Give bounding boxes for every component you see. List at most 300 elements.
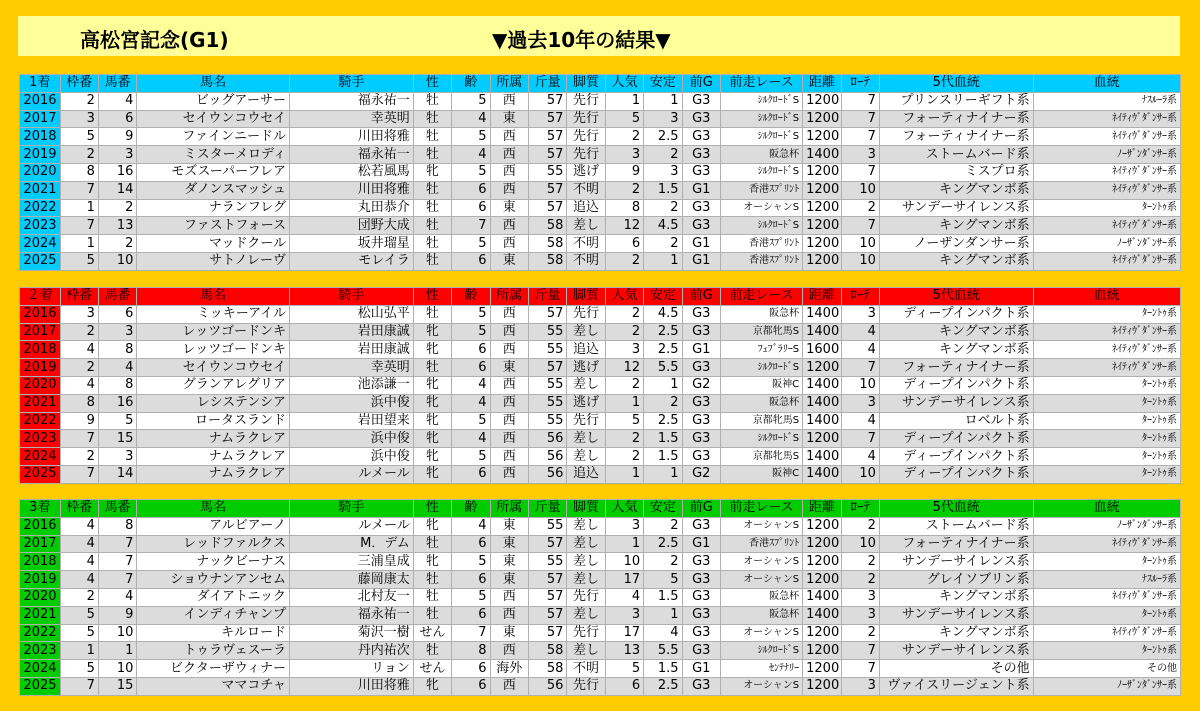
cell-sex: 牡 bbox=[413, 359, 451, 377]
cell-age: 5 bbox=[452, 163, 490, 181]
cell-age: 6 bbox=[452, 199, 490, 217]
cell-weight: 56 bbox=[528, 448, 566, 466]
cell-year: 2016 bbox=[20, 92, 61, 110]
cell-waku: 7 bbox=[60, 677, 98, 695]
cell-age: 5 bbox=[452, 128, 490, 146]
cell-weight: 55 bbox=[528, 553, 566, 571]
cell-popularity: 12 bbox=[605, 217, 643, 235]
cell-rotation: 7 bbox=[841, 92, 879, 110]
cell-prev-grade: G1 bbox=[682, 660, 720, 678]
cell-weight: 55 bbox=[528, 517, 566, 535]
cell-stability: 1 bbox=[644, 92, 682, 110]
header-row bbox=[20, 75, 1181, 93]
cell-jockey: 川田将雅 bbox=[289, 677, 413, 695]
cell-year: 2022 bbox=[20, 624, 61, 642]
cell-age: 5 bbox=[452, 305, 490, 323]
table-row bbox=[20, 252, 1181, 270]
cell-sex: 牝 bbox=[413, 448, 451, 466]
table-row bbox=[20, 163, 1181, 181]
cell-prev-race: ﾌｪﾌﾞﾗﾘｰS bbox=[720, 341, 802, 359]
cell-horse: レシステンシア bbox=[137, 394, 290, 412]
cell-umaban: 10 bbox=[98, 660, 136, 678]
cell-horse: ビクターザウィナー bbox=[137, 660, 290, 678]
cell-horse: レッツゴードンキ bbox=[137, 323, 290, 341]
cell-prev-grade: G3 bbox=[682, 588, 720, 606]
cell-sex: せん bbox=[413, 660, 451, 678]
cell-age: 6 bbox=[452, 571, 490, 589]
cell-umaban: 5 bbox=[98, 412, 136, 430]
cell-popularity: 1 bbox=[605, 394, 643, 412]
cell-weight: 57 bbox=[528, 359, 566, 377]
cell-horse: ママコチャ bbox=[137, 677, 290, 695]
cell-umaban: 4 bbox=[98, 92, 136, 110]
cell-sex: 牝 bbox=[413, 394, 451, 412]
cell-stability: 2 bbox=[644, 517, 682, 535]
cell-pedigree: フォーティナイナー系 bbox=[879, 535, 1033, 553]
cell-lineage: ﾀｰﾝﾄｩ系 bbox=[1033, 199, 1180, 217]
cell-umaban: 6 bbox=[98, 305, 136, 323]
cell-weight: 58 bbox=[528, 235, 566, 253]
cell-waku: 2 bbox=[60, 359, 98, 377]
column-header-umaban: 馬番 bbox=[98, 500, 136, 518]
race-title: 高松宮記念(G1) bbox=[80, 28, 229, 52]
cell-year: 2017 bbox=[20, 535, 61, 553]
cell-prev-race: オーシャンS bbox=[720, 624, 802, 642]
cell-stable: 東 bbox=[490, 553, 528, 571]
cell-lineage: ﾈｲﾃｨｳﾞﾀﾞﾝｻｰ系 bbox=[1033, 323, 1180, 341]
cell-rotation: 10 bbox=[841, 252, 879, 270]
cell-stable: 東 bbox=[490, 199, 528, 217]
cell-age: 5 bbox=[452, 235, 490, 253]
column-header-umaban: 馬番 bbox=[98, 75, 136, 93]
cell-sex: 牡 bbox=[413, 305, 451, 323]
cell-waku: 2 bbox=[60, 323, 98, 341]
cell-stable: 東 bbox=[490, 571, 528, 589]
cell-sex: 牡 bbox=[413, 217, 451, 235]
cell-rotation: 2 bbox=[841, 517, 879, 535]
cell-waku: 3 bbox=[60, 110, 98, 128]
cell-style: 不明 bbox=[567, 252, 605, 270]
cell-sex: 牡 bbox=[413, 606, 451, 624]
cell-stability: 1 bbox=[644, 252, 682, 270]
cell-jockey: 幸英明 bbox=[289, 110, 413, 128]
cell-jockey: 福永祐一 bbox=[289, 92, 413, 110]
cell-prev-grade: G3 bbox=[682, 624, 720, 642]
cell-prev-grade: G3 bbox=[682, 359, 720, 377]
cell-rotation: 2 bbox=[841, 553, 879, 571]
cell-jockey: 藤岡康太 bbox=[289, 571, 413, 589]
cell-waku: 9 bbox=[60, 412, 98, 430]
cell-stable: 海外 bbox=[490, 660, 528, 678]
cell-waku: 7 bbox=[60, 430, 98, 448]
column-header-popularity: 人気 bbox=[605, 288, 643, 306]
cell-horse: ナムラクレア bbox=[137, 448, 290, 466]
cell-prev-race: ｼﾙｸﾛｰﾄﾞS bbox=[720, 92, 802, 110]
cell-rotation: 10 bbox=[841, 465, 879, 483]
cell-sex: 牡 bbox=[413, 128, 451, 146]
cell-popularity: 2 bbox=[605, 252, 643, 270]
cell-prev-grade: G3 bbox=[682, 217, 720, 235]
cell-jockey: 岩田望来 bbox=[289, 412, 413, 430]
cell-year: 2024 bbox=[20, 448, 61, 466]
cell-age: 4 bbox=[452, 394, 490, 412]
cell-horse: トゥラヴェスーラ bbox=[137, 642, 290, 660]
cell-style: 逃げ bbox=[567, 359, 605, 377]
results-caption: ▼過去10年の結果▼ bbox=[492, 28, 671, 52]
cell-year: 2018 bbox=[20, 341, 61, 359]
cell-pedigree: ディープインパクト系 bbox=[879, 376, 1033, 394]
cell-pedigree: グレイソブリン系 bbox=[879, 571, 1033, 589]
cell-weight: 57 bbox=[528, 535, 566, 553]
cell-pedigree: フォーティナイナー系 bbox=[879, 128, 1033, 146]
cell-prev-race: 阪急杯 bbox=[720, 146, 802, 164]
cell-lineage: ﾈｲﾃｨｳﾞﾀﾞﾝｻｰ系 bbox=[1033, 217, 1180, 235]
cell-prev-grade: G3 bbox=[682, 412, 720, 430]
table-row bbox=[20, 305, 1181, 323]
cell-popularity: 3 bbox=[605, 341, 643, 359]
cell-jockey: 浜中俊 bbox=[289, 448, 413, 466]
cell-prev-grade: G3 bbox=[682, 163, 720, 181]
cell-age: 6 bbox=[452, 341, 490, 359]
cell-year: 2017 bbox=[20, 110, 61, 128]
title-bar bbox=[18, 16, 1180, 56]
cell-waku: 5 bbox=[60, 660, 98, 678]
column-header-distance: 距離 bbox=[803, 500, 841, 518]
column-header-distance: 距離 bbox=[803, 75, 841, 93]
column-header-weight: 斤量 bbox=[528, 500, 566, 518]
column-header-popularity: 人気 bbox=[605, 500, 643, 518]
cell-distance: 1200 bbox=[803, 235, 841, 253]
cell-waku: 4 bbox=[60, 376, 98, 394]
column-header-style: 脚質 bbox=[567, 75, 605, 93]
cell-prev-race: オーシャンS bbox=[720, 677, 802, 695]
cell-sex: 牡 bbox=[413, 642, 451, 660]
cell-prev-race: ｼﾙｸﾛｰﾄﾞS bbox=[720, 128, 802, 146]
table-row bbox=[20, 677, 1181, 695]
cell-pedigree: プリンスリーギフト系 bbox=[879, 92, 1033, 110]
cell-pedigree: サンデーサイレンス系 bbox=[879, 199, 1033, 217]
cell-lineage: ﾀｰﾝﾄｩ系 bbox=[1033, 553, 1180, 571]
cell-pedigree: ディープインパクト系 bbox=[879, 448, 1033, 466]
cell-umaban: 7 bbox=[98, 571, 136, 589]
cell-umaban: 7 bbox=[98, 553, 136, 571]
cell-age: 6 bbox=[452, 677, 490, 695]
cell-pedigree: キングマンボ系 bbox=[879, 217, 1033, 235]
cell-sex: 牡 bbox=[413, 588, 451, 606]
cell-rotation: 7 bbox=[841, 128, 879, 146]
cell-prev-race: 阪急杯 bbox=[720, 305, 802, 323]
cell-distance: 1400 bbox=[803, 465, 841, 483]
cell-style: 先行 bbox=[567, 92, 605, 110]
cell-umaban: 16 bbox=[98, 394, 136, 412]
column-header-rotation: ﾛｰﾃ bbox=[841, 75, 879, 93]
cell-umaban: 13 bbox=[98, 217, 136, 235]
cell-stable: 西 bbox=[490, 677, 528, 695]
cell-prev-grade: G3 bbox=[682, 394, 720, 412]
column-header-stability: 安定 bbox=[644, 500, 682, 518]
cell-age: 6 bbox=[452, 660, 490, 678]
cell-waku: 4 bbox=[60, 571, 98, 589]
table-row bbox=[20, 110, 1181, 128]
table-row bbox=[20, 146, 1181, 164]
cell-style: 先行 bbox=[567, 677, 605, 695]
cell-prev-grade: G3 bbox=[682, 128, 720, 146]
cell-weight: 56 bbox=[528, 465, 566, 483]
cell-rotation: 3 bbox=[841, 146, 879, 164]
cell-lineage: ﾈｲﾃｨｳﾞﾀﾞﾝｻｰ系 bbox=[1033, 359, 1180, 377]
cell-weight: 57 bbox=[528, 181, 566, 199]
cell-stability: 2.5 bbox=[644, 341, 682, 359]
cell-age: 6 bbox=[452, 181, 490, 199]
cell-age: 4 bbox=[452, 430, 490, 448]
cell-distance: 1400 bbox=[803, 394, 841, 412]
cell-style: 追込 bbox=[567, 341, 605, 359]
cell-sex: 牝 bbox=[413, 553, 451, 571]
cell-pedigree: キングマンボ系 bbox=[879, 341, 1033, 359]
cell-waku: 5 bbox=[60, 128, 98, 146]
cell-prev-race: ｼﾙｸﾛｰﾄﾞS bbox=[720, 217, 802, 235]
cell-style: 差し bbox=[567, 217, 605, 235]
cell-waku: 7 bbox=[60, 181, 98, 199]
column-header-waku: 枠番 bbox=[60, 75, 98, 93]
cell-style: 差し bbox=[567, 553, 605, 571]
cell-horse: ロータスランド bbox=[137, 412, 290, 430]
table-row bbox=[20, 181, 1181, 199]
cell-stable: 西 bbox=[490, 163, 528, 181]
cell-umaban: 15 bbox=[98, 430, 136, 448]
cell-distance: 1200 bbox=[803, 199, 841, 217]
cell-umaban: 9 bbox=[98, 128, 136, 146]
cell-age: 4 bbox=[452, 110, 490, 128]
cell-waku: 4 bbox=[60, 553, 98, 571]
cell-distance: 1200 bbox=[803, 163, 841, 181]
cell-pedigree: フォーティナイナー系 bbox=[879, 359, 1033, 377]
cell-year: 2018 bbox=[20, 553, 61, 571]
cell-age: 5 bbox=[452, 553, 490, 571]
cell-stability: 4 bbox=[644, 624, 682, 642]
table-row bbox=[20, 376, 1181, 394]
cell-sex: せん bbox=[413, 624, 451, 642]
column-header-prev-grade: 前G bbox=[682, 75, 720, 93]
cell-sex: 牝 bbox=[413, 376, 451, 394]
cell-sex: 牝 bbox=[413, 163, 451, 181]
table-row bbox=[20, 394, 1181, 412]
cell-pedigree: キングマンボ系 bbox=[879, 181, 1033, 199]
cell-horse: セイウンコウセイ bbox=[137, 110, 290, 128]
cell-horse: インディチャンプ bbox=[137, 606, 290, 624]
cell-style: 逃げ bbox=[567, 394, 605, 412]
table-row bbox=[20, 624, 1181, 642]
cell-jockey: 丸田恭介 bbox=[289, 199, 413, 217]
cell-umaban: 10 bbox=[98, 624, 136, 642]
cell-waku: 7 bbox=[60, 217, 98, 235]
cell-year: 2017 bbox=[20, 323, 61, 341]
cell-waku: 1 bbox=[60, 199, 98, 217]
cell-stable: 東 bbox=[490, 535, 528, 553]
cell-year: 2019 bbox=[20, 359, 61, 377]
cell-stable: 東 bbox=[490, 110, 528, 128]
cell-horse: ミッキーアイル bbox=[137, 305, 290, 323]
cell-prev-grade: G3 bbox=[682, 553, 720, 571]
cell-stability: 2 bbox=[644, 553, 682, 571]
column-header-style: 脚質 bbox=[567, 500, 605, 518]
cell-jockey: 松山弘平 bbox=[289, 305, 413, 323]
cell-age: 4 bbox=[452, 517, 490, 535]
column-header-waku: 枠番 bbox=[60, 500, 98, 518]
cell-stability: 2 bbox=[644, 394, 682, 412]
cell-distance: 1200 bbox=[803, 110, 841, 128]
column-header-horse: 馬名 bbox=[137, 500, 290, 518]
cell-lineage: ﾀｰﾝﾄｩ系 bbox=[1033, 412, 1180, 430]
column-header-lineage: 血統 bbox=[1033, 75, 1180, 93]
cell-year: 2023 bbox=[20, 430, 61, 448]
cell-jockey: 菊沢一樹 bbox=[289, 624, 413, 642]
cell-popularity: 6 bbox=[605, 677, 643, 695]
cell-popularity: 2 bbox=[605, 181, 643, 199]
cell-style: 先行 bbox=[567, 588, 605, 606]
cell-jockey: 団野大成 bbox=[289, 217, 413, 235]
table-row bbox=[20, 553, 1181, 571]
cell-style: 差し bbox=[567, 571, 605, 589]
column-header-popularity: 人気 bbox=[605, 75, 643, 93]
cell-horse: ナランフレグ bbox=[137, 199, 290, 217]
table-row bbox=[20, 535, 1181, 553]
cell-prev-race: 阪急杯 bbox=[720, 394, 802, 412]
cell-popularity: 9 bbox=[605, 163, 643, 181]
cell-rotation: 3 bbox=[841, 606, 879, 624]
cell-year: 2019 bbox=[20, 146, 61, 164]
cell-sex: 牡 bbox=[413, 110, 451, 128]
cell-prev-grade: G3 bbox=[682, 92, 720, 110]
table-row bbox=[20, 571, 1181, 589]
cell-sex: 牡 bbox=[413, 199, 451, 217]
table-row bbox=[20, 128, 1181, 146]
cell-pedigree: サンデーサイレンス系 bbox=[879, 553, 1033, 571]
cell-popularity: 2 bbox=[605, 448, 643, 466]
table-row bbox=[20, 430, 1181, 448]
cell-sex: 牡 bbox=[413, 535, 451, 553]
cell-lineage: ﾀｰﾝﾄｩ系 bbox=[1033, 642, 1180, 660]
cell-popularity: 3 bbox=[605, 146, 643, 164]
cell-age: 6 bbox=[452, 252, 490, 270]
cell-distance: 1400 bbox=[803, 606, 841, 624]
column-header-jockey: 騎手 bbox=[289, 500, 413, 518]
cell-distance: 1200 bbox=[803, 517, 841, 535]
cell-distance: 1200 bbox=[803, 252, 841, 270]
cell-popularity: 17 bbox=[605, 571, 643, 589]
cell-rotation: 4 bbox=[841, 448, 879, 466]
cell-stability: 2 bbox=[644, 199, 682, 217]
cell-rotation: 3 bbox=[841, 305, 879, 323]
column-header-prev-race: 前走レース bbox=[720, 500, 802, 518]
cell-style: 追込 bbox=[567, 465, 605, 483]
cell-stable: 西 bbox=[490, 448, 528, 466]
cell-weight: 55 bbox=[528, 412, 566, 430]
cell-pedigree: キングマンボ系 bbox=[879, 588, 1033, 606]
cell-pedigree: サンデーサイレンス系 bbox=[879, 642, 1033, 660]
cell-prev-race: ｼﾙｸﾛｰﾄﾞS bbox=[720, 642, 802, 660]
cell-jockey: 福永祐一 bbox=[289, 606, 413, 624]
cell-lineage: ﾉｰｻﾞﾝﾀﾞﾝｻｰ系 bbox=[1033, 146, 1180, 164]
column-header-age: 齢 bbox=[452, 288, 490, 306]
cell-prev-race: ｼﾙｸﾛｰﾄﾞS bbox=[720, 163, 802, 181]
cell-sex: 牝 bbox=[413, 412, 451, 430]
cell-umaban: 4 bbox=[98, 359, 136, 377]
cell-prev-grade: G1 bbox=[682, 535, 720, 553]
cell-style: 差し bbox=[567, 535, 605, 553]
cell-prev-grade: G3 bbox=[682, 323, 720, 341]
cell-distance: 1400 bbox=[803, 588, 841, 606]
cell-jockey: 三浦皇成 bbox=[289, 553, 413, 571]
column-header-year: 1着 bbox=[20, 75, 61, 93]
cell-pedigree: サンデーサイレンス系 bbox=[879, 606, 1033, 624]
cell-weight: 57 bbox=[528, 199, 566, 217]
cell-prev-grade: G2 bbox=[682, 465, 720, 483]
cell-sex: 牝 bbox=[413, 430, 451, 448]
cell-distance: 1600 bbox=[803, 341, 841, 359]
cell-pedigree: ミスプロ系 bbox=[879, 163, 1033, 181]
cell-waku: 2 bbox=[60, 448, 98, 466]
cell-waku: 4 bbox=[60, 341, 98, 359]
cell-prev-race: オーシャンS bbox=[720, 553, 802, 571]
cell-distance: 1200 bbox=[803, 624, 841, 642]
cell-prev-race: 京都牝馬S bbox=[720, 323, 802, 341]
cell-jockey: モレイラ bbox=[289, 252, 413, 270]
cell-rotation: 2 bbox=[841, 624, 879, 642]
column-header-rotation: ﾛｰﾃ bbox=[841, 288, 879, 306]
cell-year: 2025 bbox=[20, 465, 61, 483]
cell-sex: 牝 bbox=[413, 517, 451, 535]
column-header-pedigree: 5代血統 bbox=[879, 75, 1033, 93]
cell-style: 差し bbox=[567, 517, 605, 535]
cell-horse: レッドファルクス bbox=[137, 535, 290, 553]
cell-age: 4 bbox=[452, 146, 490, 164]
table-row bbox=[20, 359, 1181, 377]
cell-stability: 5.5 bbox=[644, 642, 682, 660]
cell-distance: 1400 bbox=[803, 146, 841, 164]
cell-stability: 4.5 bbox=[644, 305, 682, 323]
cell-stability: 1 bbox=[644, 376, 682, 394]
cell-prev-race: 京都牝馬S bbox=[720, 448, 802, 466]
cell-distance: 1400 bbox=[803, 323, 841, 341]
cell-stability: 5 bbox=[644, 571, 682, 589]
cell-weight: 57 bbox=[528, 588, 566, 606]
column-header-prev-race: 前走レース bbox=[720, 75, 802, 93]
cell-lineage: ﾀｰﾝﾄｩ系 bbox=[1033, 305, 1180, 323]
cell-jockey: 川田将雅 bbox=[289, 128, 413, 146]
cell-rotation: 4 bbox=[841, 341, 879, 359]
cell-year: 2022 bbox=[20, 199, 61, 217]
cell-sex: 牝 bbox=[413, 465, 451, 483]
cell-pedigree: キングマンボ系 bbox=[879, 624, 1033, 642]
cell-stability: 2.5 bbox=[644, 323, 682, 341]
cell-horse: ショウナンアンセム bbox=[137, 571, 290, 589]
cell-stability: 2.5 bbox=[644, 412, 682, 430]
cell-lineage: ﾉｰｻﾞﾝﾀﾞﾝｻｰ系 bbox=[1033, 517, 1180, 535]
column-header-horse: 馬名 bbox=[137, 288, 290, 306]
cell-stability: 2.5 bbox=[644, 128, 682, 146]
cell-stability: 1 bbox=[644, 465, 682, 483]
cell-prev-race: 香港ｽﾌﾟﾘﾝﾄ bbox=[720, 235, 802, 253]
cell-jockey: 浜中俊 bbox=[289, 430, 413, 448]
cell-pedigree: フォーティナイナー系 bbox=[879, 110, 1033, 128]
cell-rotation: 3 bbox=[841, 588, 879, 606]
cell-waku: 8 bbox=[60, 163, 98, 181]
cell-pedigree: ロベルト系 bbox=[879, 412, 1033, 430]
cell-style: 先行 bbox=[567, 624, 605, 642]
table-row bbox=[20, 92, 1181, 110]
cell-pedigree: ストームバード系 bbox=[879, 146, 1033, 164]
